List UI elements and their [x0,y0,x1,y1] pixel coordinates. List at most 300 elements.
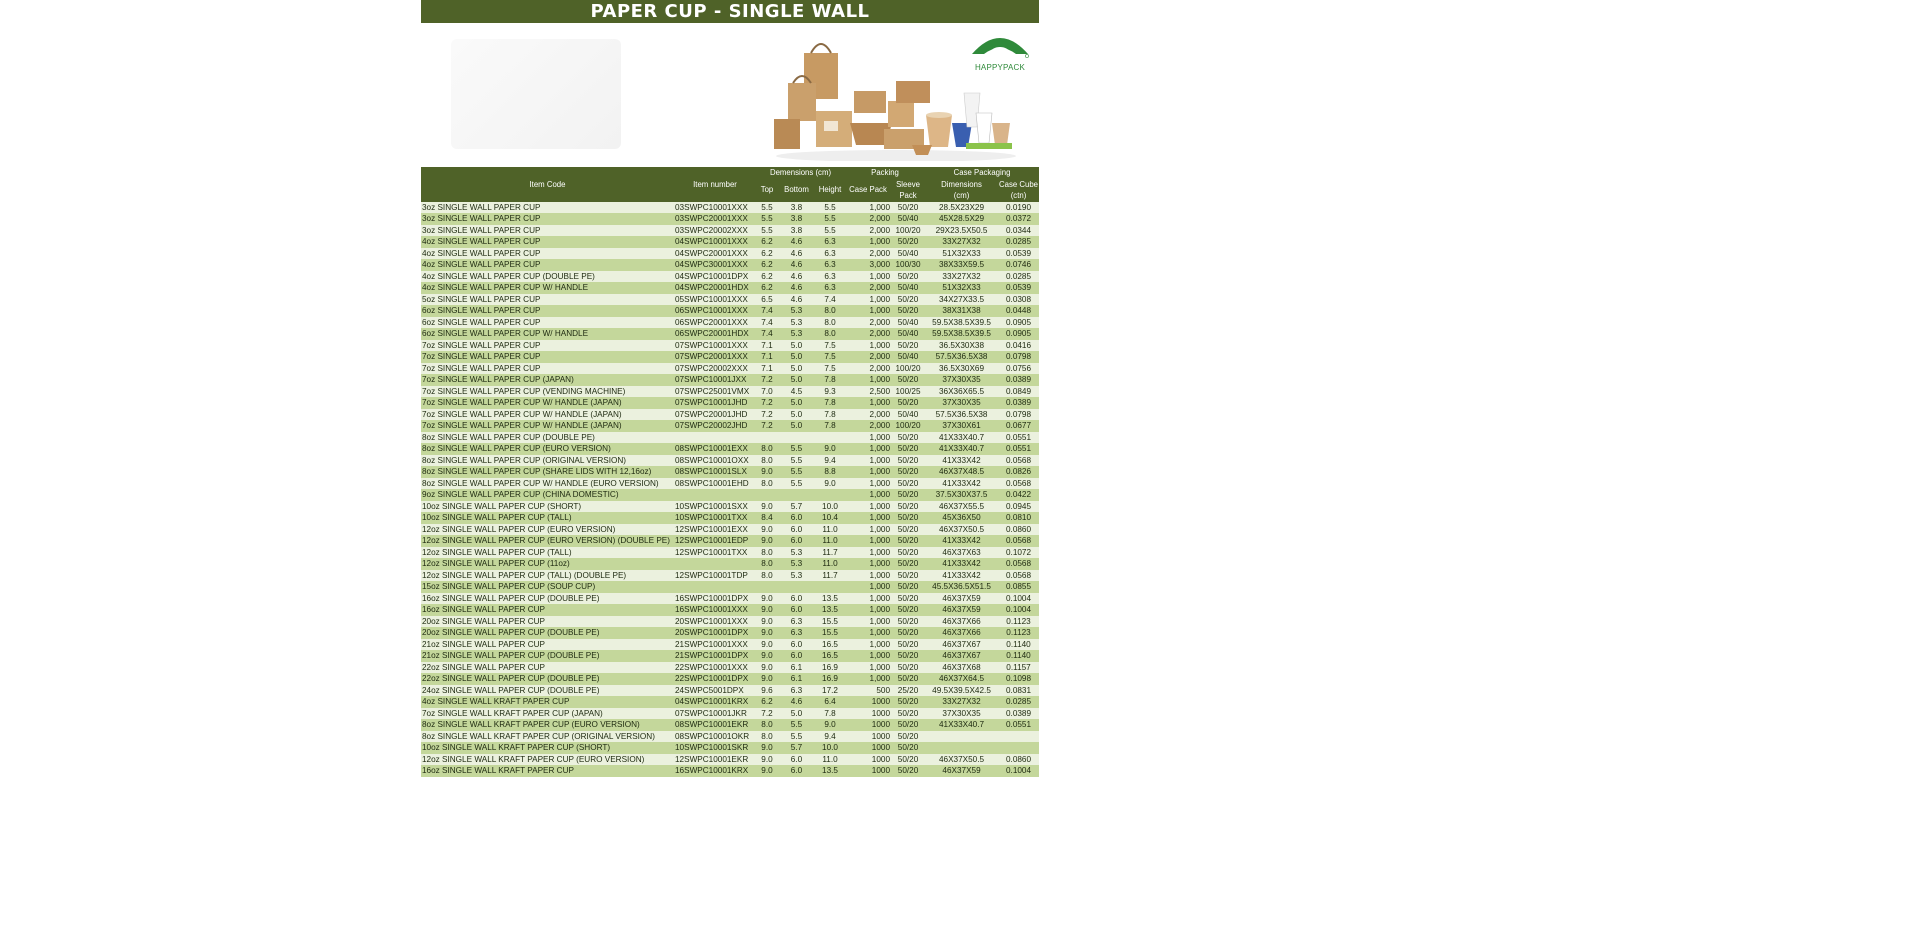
cell-top: 9.0 [756,466,778,478]
cell-case-dimensions: 46X37X48.5 [925,466,998,478]
cell-case-dimensions: 29X23.5X50.5 [925,225,998,237]
cell-sleeve-pack: 50/20 [891,466,925,478]
cell-item-number: 07SWPC20001JHD [674,409,756,421]
cell-top: 7.2 [756,409,778,421]
cell-case-cube: 0.0677 [998,420,1039,432]
cell-height: 16.5 [815,639,845,651]
cell-item-number: 21SWPC10001XXX [674,639,756,651]
cell-case-dimensions: 36.5X30X69 [925,363,998,375]
cell-top: 9.0 [756,604,778,616]
cell-case-pack: 1,000 [845,547,891,559]
cell-case-pack: 1,000 [845,443,891,455]
cell-item-code: 8oz SINGLE WALL PAPER CUP W/ HANDLE (EURO VERSION) [421,478,674,490]
cell-case-dimensions: 46X37X59 [925,593,998,605]
cell-item-code: 12oz SINGLE WALL PAPER CUP (11oz) [421,558,674,570]
cell-case-pack: 2,000 [845,420,891,432]
cell-top: 6.2 [756,259,778,271]
cell-case-dimensions: 37X30X35 [925,708,998,720]
cell-top: 7.4 [756,305,778,317]
cell-case-pack: 1,000 [845,501,891,513]
cell-case-cube: 0.0389 [998,397,1039,409]
cell-height: 9.0 [815,719,845,731]
cell-case-dimensions: 46X37X59 [925,604,998,616]
cell-item-number: 20SWPC10001DPX [674,627,756,639]
cell-case-pack: 1,000 [845,397,891,409]
cell-case-pack: 1,000 [845,627,891,639]
cell-bottom: 5.3 [778,570,815,582]
cell-bottom: 4.6 [778,271,815,283]
cell-sleeve-pack: 50/40 [891,351,925,363]
cell-case-pack: 1,000 [845,558,891,570]
cell-case-dimensions: 41X33X40.7 [925,443,998,455]
cell-item-number: 04SWPC10001KRX [674,696,756,708]
table-row [421,616,1039,628]
table-row [421,443,1039,455]
cell-item-number: 03SWPC10001XXX [674,202,756,214]
cell-height: 8.0 [815,328,845,340]
cell-item-code: 22oz SINGLE WALL PAPER CUP (DOUBLE PE) [421,673,674,685]
table-row [421,213,1039,225]
table-row [421,719,1039,731]
cell-top [756,432,778,444]
cell-height: 6.3 [815,236,845,248]
cell-sleeve-pack: 50/20 [891,524,925,536]
cell-case-cube: 0.0905 [998,317,1039,329]
cell-top: 8.4 [756,512,778,524]
cell-top: 5.5 [756,202,778,214]
cell-bottom: 6.3 [778,685,815,697]
cell-item-number: 06SWPC20001HDX [674,328,756,340]
cell-item-code: 7oz SINGLE WALL PAPER CUP [421,351,674,363]
cell-item-code: 16oz SINGLE WALL PAPER CUP [421,604,674,616]
cell-item-number: 04SWPC20001XXX [674,248,756,260]
cell-height: 13.5 [815,604,845,616]
cell-top: 8.0 [756,731,778,743]
cell-height: 15.5 [815,616,845,628]
cell-height: 7.4 [815,294,845,306]
table-row [421,328,1039,340]
cell-case-cube: 0.0344 [998,225,1039,237]
cell-bottom: 6.3 [778,616,815,628]
header-top: Top [756,179,778,202]
cell-item-number: 10SWPC10001TXX [674,512,756,524]
cell-item-code: 4oz SINGLE WALL PAPER CUP W/ HANDLE [421,282,674,294]
cell-bottom: 5.3 [778,558,815,570]
cell-case-pack: 1,000 [845,340,891,352]
cell-bottom: 4.6 [778,236,815,248]
cell-item-code: 4oz SINGLE WALL PAPER CUP [421,248,674,260]
cell-item-number: 24SWPC5001DPX [674,685,756,697]
cell-item-code: 10oz SINGLE WALL PAPER CUP (SHORT) [421,501,674,513]
cell-bottom: 5.5 [778,731,815,743]
cell-item-number: 12SWPC10001EDP [674,535,756,547]
table-row [421,489,1039,501]
cell-case-pack: 1,000 [845,455,891,467]
cell-height: 11.7 [815,570,845,582]
cell-case-cube: 0.0860 [998,524,1039,536]
table-row [421,685,1039,697]
cell-bottom: 4.5 [778,386,815,398]
table-row [421,524,1039,536]
table-row [421,305,1039,317]
cell-item-code: 7oz SINGLE WALL KRAFT PAPER CUP (JAPAN) [421,708,674,720]
cell-case-cube: 0.0551 [998,443,1039,455]
cell-top: 8.0 [756,443,778,455]
cell-item-number: 10SWPC10001SXX [674,501,756,513]
faint-watermark [451,39,621,149]
cell-item-code: 20oz SINGLE WALL PAPER CUP [421,616,674,628]
cell-item-number: 12SWPC10001TXX [674,547,756,559]
cell-sleeve-pack: 50/20 [891,512,925,524]
cell-case-dimensions: 41X33X42 [925,558,998,570]
cell-height: 7.8 [815,397,845,409]
cell-top: 9.0 [756,524,778,536]
cell-height: 13.5 [815,765,845,777]
cell-height: 5.5 [815,213,845,225]
cell-case-dimensions: 57.5X36.5X38 [925,351,998,363]
cell-item-code: 10oz SINGLE WALL KRAFT PAPER CUP (SHORT) [421,742,674,754]
cell-bottom: 3.8 [778,202,815,214]
cell-sleeve-pack: 50/20 [891,501,925,513]
price-sheet [421,0,1039,950]
cell-case-cube: 0.1098 [998,673,1039,685]
cell-case-dimensions: 41X33X40.7 [925,719,998,731]
cell-case-cube: 0.0855 [998,581,1039,593]
cell-case-dimensions: 33X27X32 [925,696,998,708]
sheet-title: PAPER CUP - SINGLE WALL [421,0,1039,23]
cell-top: 9.0 [756,650,778,662]
cell-item-code: 20oz SINGLE WALL PAPER CUP (DOUBLE PE) [421,627,674,639]
cell-case-dimensions: 49.5X39.5X42.5 [925,685,998,697]
table-row [421,248,1039,260]
cell-case-dimensions: 46X37X55.5 [925,501,998,513]
cell-top [756,489,778,501]
cell-item-number: 05SWPC10001XXX [674,294,756,306]
cell-item-code: 7oz SINGLE WALL PAPER CUP W/ HANDLE (JAPAN) [421,409,674,421]
cell-item-number: 12SWPC10001EKR [674,754,756,766]
table-row [421,512,1039,524]
cell-sleeve-pack: 50/20 [891,202,925,214]
cell-sleeve-pack: 50/20 [891,374,925,386]
cell-case-pack: 1000 [845,765,891,777]
cell-sleeve-pack: 50/20 [891,443,925,455]
cell-item-code: 24oz SINGLE WALL PAPER CUP (DOUBLE PE) [421,685,674,697]
table-row [421,259,1039,271]
cell-height: 10.0 [815,742,845,754]
table-row [421,558,1039,570]
cell-case-cube: 0.0539 [998,248,1039,260]
cell-top: 8.0 [756,478,778,490]
table-row [421,397,1039,409]
cell-bottom: 6.1 [778,673,815,685]
table-row [421,466,1039,478]
cell-bottom [778,489,815,501]
table-row [421,202,1039,214]
cell-case-pack: 2,000 [845,351,891,363]
cell-height: 6.3 [815,248,845,260]
table-row [421,547,1039,559]
cell-height: 7.5 [815,351,845,363]
cell-sleeve-pack: 50/20 [891,765,925,777]
header-case-packaging-group: Case Packaging [925,167,1039,179]
price-table [421,167,1039,777]
cell-case-cube: 0.0568 [998,455,1039,467]
cell-bottom: 6.0 [778,535,815,547]
cell-bottom: 6.0 [778,524,815,536]
cell-height: 9.0 [815,478,845,490]
cell-top: 7.1 [756,351,778,363]
cell-item-code: 12oz SINGLE WALL KRAFT PAPER CUP (EURO VERSION) [421,754,674,766]
cell-sleeve-pack: 100/25 [891,386,925,398]
cell-bottom: 6.3 [778,627,815,639]
cell-item-number: 07SWPC20002XXX [674,363,756,375]
cell-case-cube: 0.0798 [998,409,1039,421]
cell-case-cube: 0.0746 [998,259,1039,271]
cell-sleeve-pack: 25/20 [891,685,925,697]
cell-top: 6.2 [756,696,778,708]
cell-item-number: 04SWPC10001XXX [674,236,756,248]
cell-sleeve-pack: 50/20 [891,742,925,754]
cell-bottom: 5.7 [778,501,815,513]
banner [421,23,1039,167]
cell-case-pack: 2,000 [845,248,891,260]
cell-height: 8.0 [815,317,845,329]
cell-bottom: 5.0 [778,340,815,352]
cell-case-pack: 2,000 [845,225,891,237]
cell-case-dimensions: 51X32X33 [925,282,998,294]
cell-item-code: 3oz SINGLE WALL PAPER CUP [421,202,674,214]
cell-sleeve-pack: 100/20 [891,420,925,432]
cell-case-pack: 1,000 [845,466,891,478]
happypack-logo [966,30,1034,76]
cell-bottom: 3.8 [778,213,815,225]
cell-bottom [778,432,815,444]
cell-case-dimensions: 37.5X30X37.5 [925,489,998,501]
table-row [421,501,1039,513]
cell-item-code: 12oz SINGLE WALL PAPER CUP (TALL) (DOUBLE PE) [421,570,674,582]
cell-item-number: 04SWPC10001DPX [674,271,756,283]
table-row [421,386,1039,398]
table-row [421,570,1039,582]
cell-bottom: 5.5 [778,478,815,490]
cell-height: 6.3 [815,259,845,271]
cell-case-pack: 3,000 [845,259,891,271]
cell-case-cube: 0.0756 [998,363,1039,375]
cell-case-cube: 0.0285 [998,271,1039,283]
cell-case-dimensions: 41X33X42 [925,570,998,582]
cell-bottom: 4.6 [778,259,815,271]
cell-height: 7.8 [815,708,845,720]
cell-case-pack: 1,000 [845,639,891,651]
cell-top: 7.2 [756,708,778,720]
cell-item-code: 8oz SINGLE WALL KRAFT PAPER CUP (ORIGINAL VERSION) [421,731,674,743]
cell-top: 8.0 [756,455,778,467]
cell-item-code: 15oz SINGLE WALL PAPER CUP (SOUP CUP) [421,581,674,593]
cell-item-code: 7oz SINGLE WALL PAPER CUP (VENDING MACHINE) [421,386,674,398]
cell-case-cube: 0.0810 [998,512,1039,524]
cell-case-pack: 2,000 [845,409,891,421]
cell-sleeve-pack: 50/20 [891,478,925,490]
cell-height: 7.5 [815,363,845,375]
cell-item-code: 4oz SINGLE WALL PAPER CUP [421,259,674,271]
cell-bottom: 6.0 [778,639,815,651]
cell-case-dimensions: 38X31X38 [925,305,998,317]
cell-sleeve-pack: 50/20 [891,662,925,674]
cell-item-number: 04SWPC20001HDX [674,282,756,294]
cell-item-number: 16SWPC10001XXX [674,604,756,616]
cell-item-number: 12SWPC10001EXX [674,524,756,536]
cell-bottom: 6.0 [778,754,815,766]
table-row [421,225,1039,237]
cell-case-dimensions [925,742,998,754]
table-row [421,455,1039,467]
cell-bottom: 4.6 [778,282,815,294]
cell-case-dimensions: 57.5X36.5X38 [925,409,998,421]
table-row [421,409,1039,421]
cell-case-pack: 1000 [845,696,891,708]
cell-case-pack: 2,000 [845,282,891,294]
cell-case-cube: 0.0285 [998,236,1039,248]
cell-case-dimensions: 46X37X63 [925,547,998,559]
cell-bottom: 5.5 [778,719,815,731]
cell-sleeve-pack: 50/40 [891,248,925,260]
cell-case-dimensions: 37X30X61 [925,420,998,432]
cell-item-number: 07SWPC10001XXX [674,340,756,352]
cell-sleeve-pack: 100/30 [891,259,925,271]
cell-item-number: 16SWPC10001KRX [674,765,756,777]
cell-case-cube: 0.0551 [998,719,1039,731]
table-row [421,639,1039,651]
cell-case-dimensions: 45X28.5X29 [925,213,998,225]
cell-case-pack: 1,000 [845,616,891,628]
cell-item-number: 03SWPC20001XXX [674,213,756,225]
cell-case-cube: 0.0539 [998,282,1039,294]
cell-bottom: 5.5 [778,466,815,478]
cell-item-code: 7oz SINGLE WALL PAPER CUP W/ HANDLE (JAPAN) [421,420,674,432]
cell-height: 7.8 [815,374,845,386]
cell-sleeve-pack: 50/40 [891,317,925,329]
cell-case-pack: 2,000 [845,317,891,329]
cell-case-cube: 0.1072 [998,547,1039,559]
cell-bottom: 4.6 [778,248,815,260]
table-row [421,351,1039,363]
cell-case-cube: 0.1140 [998,650,1039,662]
cell-top: 6.2 [756,282,778,294]
cell-height [815,489,845,501]
cell-item-number: 07SWPC10001JHD [674,397,756,409]
cell-item-number: 16SWPC10001DPX [674,593,756,605]
cell-top: 7.4 [756,328,778,340]
cell-case-dimensions: 38X33X59.5 [925,259,998,271]
cell-item-code: 22oz SINGLE WALL PAPER CUP [421,662,674,674]
table-row [421,294,1039,306]
cell-case-cube: 0.1004 [998,593,1039,605]
cell-case-cube: 0.0568 [998,535,1039,547]
header-dimensions-line2: (cm) [925,190,998,202]
header-item-number: Item number [674,167,756,202]
cell-sleeve-pack: 50/40 [891,282,925,294]
cell-item-code: 5oz SINGLE WALL PAPER CUP [421,294,674,306]
cell-case-pack: 1000 [845,754,891,766]
cell-height: 16.5 [815,650,845,662]
cell-height: 9.4 [815,731,845,743]
cell-case-dimensions: 46X37X50.5 [925,524,998,536]
cell-bottom: 5.3 [778,305,815,317]
table-row [421,432,1039,444]
cell-case-dimensions: 46X37X67 [925,650,998,662]
table-row [421,765,1039,777]
cell-item-code: 21oz SINGLE WALL PAPER CUP [421,639,674,651]
cell-case-cube: 0.1123 [998,616,1039,628]
cell-sleeve-pack: 50/20 [891,236,925,248]
cell-item-number: 07SWPC25001VMX [674,386,756,398]
cell-case-dimensions: 59.5X38.5X39.5 [925,317,998,329]
cell-item-number [674,558,756,570]
cell-item-number: 08SWPC10001OKR [674,731,756,743]
table-row [421,236,1039,248]
cell-case-pack: 1,000 [845,535,891,547]
cell-bottom: 6.0 [778,593,815,605]
cell-sleeve-pack: 50/20 [891,271,925,283]
cell-item-number: 07SWPC10001JKR [674,708,756,720]
cell-height: 5.5 [815,225,845,237]
header-case-cube-line1: Case Cube [999,179,1039,189]
cell-bottom: 5.5 [778,455,815,467]
cell-item-number [674,581,756,593]
cell-case-cube: 0.1157 [998,662,1039,674]
cell-top: 6.2 [756,236,778,248]
table-row [421,696,1039,708]
cell-bottom: 5.0 [778,351,815,363]
cell-case-cube: 0.0285 [998,696,1039,708]
cell-top: 7.1 [756,363,778,375]
logo-text: HAPPYPACK [974,63,1026,72]
cell-item-code: 7oz SINGLE WALL PAPER CUP [421,363,674,375]
cell-case-cube: 0.1004 [998,765,1039,777]
cell-item-code: 7oz SINGLE WALL PAPER CUP [421,340,674,352]
cell-sleeve-pack: 50/20 [891,593,925,605]
cell-height: 11.0 [815,535,845,547]
cell-item-code: 21oz SINGLE WALL PAPER CUP (DOUBLE PE) [421,650,674,662]
table-row [421,708,1039,720]
cell-bottom: 5.7 [778,742,815,754]
cell-case-pack: 1,000 [845,374,891,386]
cell-case-pack: 500 [845,685,891,697]
cell-item-number: 06SWPC10001XXX [674,305,756,317]
table-row [421,662,1039,674]
cell-case-cube: 0.1123 [998,627,1039,639]
table-row [421,282,1039,294]
table-row [421,420,1039,432]
cell-top: 7.1 [756,340,778,352]
cell-item-code: 8oz SINGLE WALL PAPER CUP (SHARE LIDS WITH 12,16oz) [421,466,674,478]
cell-sleeve-pack: 50/20 [891,432,925,444]
cell-item-code: 8oz SINGLE WALL PAPER CUP (EURO VERSION) [421,443,674,455]
cell-bottom: 5.0 [778,420,815,432]
cell-item-code: 6oz SINGLE WALL PAPER CUP W/ HANDLE [421,328,674,340]
cell-case-cube: 0.0372 [998,213,1039,225]
cell-item-code: 12oz SINGLE WALL PAPER CUP (EURO VERSION) (DOUBLE PE) [421,535,674,547]
cell-case-dimensions [925,731,998,743]
cell-top: 6.5 [756,294,778,306]
cell-item-code: 16oz SINGLE WALL KRAFT PAPER CUP [421,765,674,777]
header-case-cube-line2: (ctn) [998,190,1039,202]
cell-height: 7.8 [815,420,845,432]
cell-top: 9.0 [756,639,778,651]
table-row [421,271,1039,283]
header-height: Height [815,179,845,202]
cell-case-dimensions: 41X33X42 [925,478,998,490]
